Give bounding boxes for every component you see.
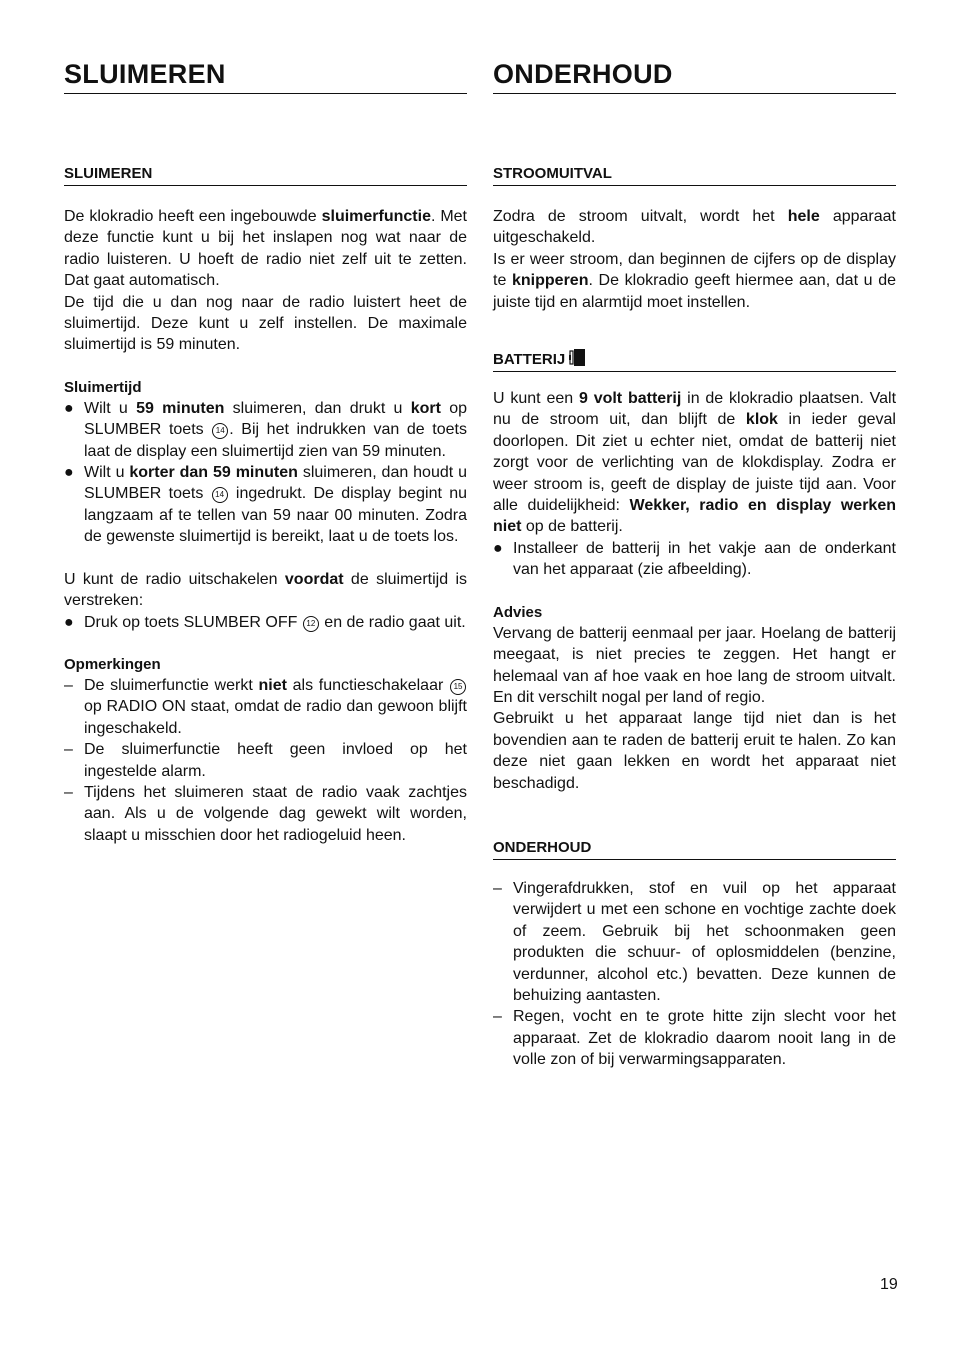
page-title-sluimeren: SLUIMEREN xyxy=(64,58,467,94)
page-title-onderhoud: ONDERHOUD xyxy=(493,58,896,94)
bullet-mark: ● xyxy=(64,464,74,482)
subheading-advies: Advies xyxy=(493,603,543,621)
bullet-59-minuten: ● Wilt u 59 minuten sluimeren, dan drukt u kort op SLUMBER toets 14 . Bij het indrukken van de toets laat de display een sluimertijd zien van 59 minuten. xyxy=(64,399,468,460)
dash-mark: – xyxy=(64,783,73,801)
remark-item: – De sluimerfunctie werkt niet als functieschakelaar 15 op RADIO ON staat, omdat de radio dan gewoon blijft ingeschakeld. xyxy=(64,675,467,739)
dash-mark: – xyxy=(64,676,73,694)
dash-mark: – xyxy=(493,879,502,897)
intro-paragraph-2: De tijd die u dan nog naar de radio luistert heet de sluimertijd. Deze kunt u zelf instellen. De maximale sluimertijd is 59 minuten. xyxy=(64,293,467,354)
bullet-slumber-off: ● Druk op toets SLUMBER OFF 12 en de radio gaat uit. xyxy=(64,612,467,633)
onderhoud-item: – Regen, vocht en te grote hitte zijn slecht voor het apparaat. Zet de klokradio daarom nooit lang in de volle zon of bij verwarmingsapparaten. xyxy=(493,1006,896,1070)
intro-paragraph: De klokradio heeft een ingebouwde sluimerfunctie. Met deze functie kunt u bij het inslapen nog wat naar de radio luisteren. U hoeft de radio niet zelf uit te zetten. Dat gaat automatisch. xyxy=(64,208,467,290)
advies-paragraph: Vervang de batterij eenmaal per jaar. Hoelang de batterij meegaat, is niet precies te zeggen. Het hangt er helemaal van af hoe vaak en hoe lang de stroom uitvalt. En dit verschilt nogal per land of regio. xyxy=(493,624,896,706)
bullet-installeer-batterij: ● Installeer de batterij in het vakje aan de onderkant van het apparaat (zie afbeelding). xyxy=(493,539,896,579)
dash-mark: – xyxy=(493,1008,502,1026)
advies-paragraph-2: Gebruikt u het apparaat lange tijd niet dan is het bovendien aan te raden de batterij eruit te halen. Zo kan deze niet gaan lekken en wordt het apparaat niet beschadigd. xyxy=(493,710,896,792)
batterij-paragraph: U kunt een 9 volt batterij in de klokradio plaatsen. Valt nu de stroom uit, dan blijft de klok in ieder geval doorlopen. Dit ziet u echter niet, omdat de batterij niet zorgt voor de verlichting van de klokdisplay. Zodra er weer stroom is, geeft de display de juiste tijd aan. Voor alle duidelijkheid: Wekker, radio en display werken niet op de batterij. xyxy=(493,390,897,536)
remark-item: – De sluimerfunctie heeft geen invloed op het ingestelde alarm. xyxy=(64,739,467,782)
stroom-paragraph-1: Zodra de stroom uitvalt, wordt het hele apparaat uitgeschakeld. xyxy=(493,208,896,247)
dash-mark: – xyxy=(64,741,73,759)
key-number-14: 14 xyxy=(212,423,228,439)
bullet-mark: ● xyxy=(64,399,74,417)
subheading-opmerkingen: Opmerkingen xyxy=(64,655,161,673)
onderhoud-item: – Vingerafdrukken, stof en vuil op het apparaat verwijdert u met een schone en vochtige zachte doek of zeem. Gebruik bij het schoonmaken geen produkten die schuur- of oplosmiddelen (benzine, verdunner, alcohol etc.) bevatten. Deze kunnen de behuizing aantasten. xyxy=(493,878,896,1006)
section-title-batterij: BATTERIJ xyxy=(493,349,896,372)
key-number-15: 15 xyxy=(450,679,466,695)
bullet-korter-dan-59: ● Wilt u korter dan 59 minuten sluimeren, dan houdt u SLUMBER toets 14 ingedrukt. De display begint nu langzaam af te tellen van 59 naar 00 minuten. Zodra de gewenste sluimertijd is bereikt, laat u de toets los. xyxy=(64,464,467,546)
section-title-stroomuitval: STROOMUITVAL xyxy=(493,165,896,186)
right-column xyxy=(493,58,896,1071)
remark-item: – Tijdens het sluimeren staat de radio vaak zachtjes aan. Als u de volgende dag gewekt wilt worden, slaapt u misschien door het radiogeluid heen. xyxy=(64,782,467,846)
section-title-onderhoud: ONDERHOUD xyxy=(493,839,896,860)
section-title-sluimeren: SLUIMEREN xyxy=(64,165,467,186)
subheading-sluimertijd: Sluimertijd xyxy=(64,378,142,396)
bullet-mark: ● xyxy=(493,539,503,557)
left-column xyxy=(64,58,467,846)
bullet-mark: ● xyxy=(64,613,74,631)
battery-icon xyxy=(569,349,585,366)
off-paragraph: U kunt de radio uitschakelen voordat de sluimertijd is verstreken: xyxy=(64,570,468,610)
key-number-14: 14 xyxy=(212,487,228,503)
page-number: 19 xyxy=(880,1276,898,1293)
stroom-paragraph-2: Is er weer stroom, dan beginnen de cijfers op de display te knipperen. De klokradio geeft hiermee aan, dat u de juiste tijd en alarmtijd moet instellen. xyxy=(493,250,896,311)
key-number-12: 12 xyxy=(303,616,319,632)
